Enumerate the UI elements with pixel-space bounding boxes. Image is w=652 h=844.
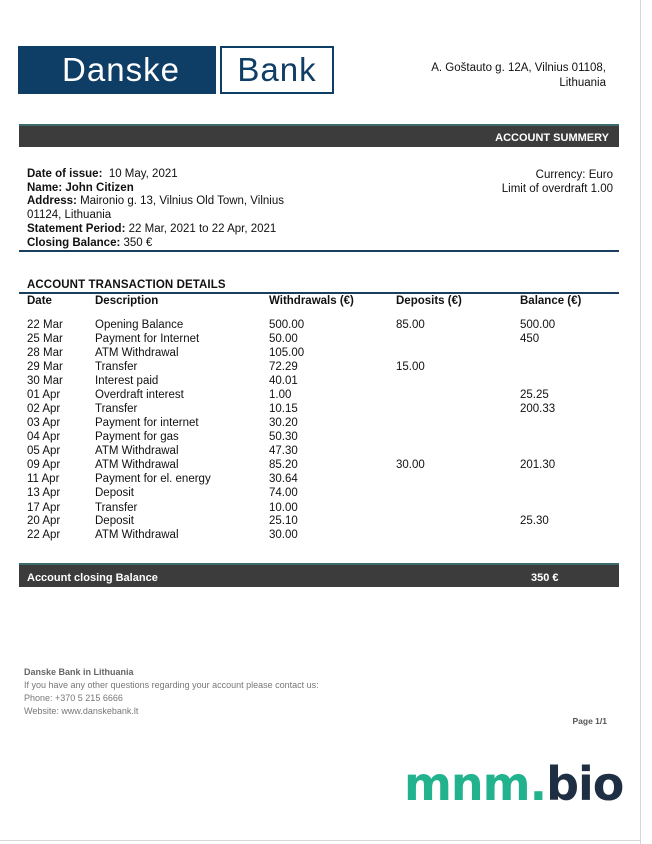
cell-withdrawal: 85.20: [269, 459, 298, 471]
divider: [19, 250, 619, 252]
cell-date: 22 Apr: [27, 529, 61, 541]
date-of-issue: Date of issue: 10 May, 2021: [27, 168, 178, 180]
cell-description: Interest paid: [95, 375, 159, 387]
table-row: [0, 514, 640, 528]
table-row: [0, 444, 640, 458]
table-row: [0, 360, 640, 374]
cell-description: Opening Balance: [95, 319, 184, 331]
page-number: Page 1/1: [572, 716, 607, 726]
cell-date: 11 Apr: [27, 473, 60, 485]
cell-date: 30 Mar: [27, 375, 63, 387]
cell-description: Transfer: [95, 502, 138, 514]
footer-phone: Phone: +370 5 215 6666: [24, 693, 123, 703]
table-row: [0, 528, 640, 542]
table-row: [0, 374, 640, 388]
customer-address: Address: Maironio g. 13, Vilnius Old Town, Vilnius: [27, 195, 284, 208]
account-summary-title: ACCOUNT SUMMERY: [495, 132, 609, 144]
closing-balance-label: Account closing Balance: [27, 572, 158, 584]
cell-description: Payment for Internet: [95, 333, 200, 345]
table-row: [0, 318, 640, 332]
cell-withdrawal: 74.00: [269, 487, 298, 499]
cell-description: ATM Withdrawal: [95, 347, 179, 359]
cell-withdrawal: 30.20: [269, 417, 298, 429]
logo-danske: Danske: [18, 46, 216, 94]
table-row: [0, 416, 640, 430]
cell-description: Deposit: [95, 515, 134, 527]
table-row: [0, 430, 640, 444]
logo-bank: Bank: [220, 46, 334, 94]
page-bottom-edge: [0, 840, 640, 841]
table-row: [0, 486, 640, 500]
cell-date: 20 Apr: [27, 515, 61, 527]
currency-info: [430, 168, 613, 196]
closing-balance-value: 350 €: [531, 572, 559, 584]
table-row: [0, 402, 640, 416]
cell-withdrawal: 50.00: [269, 333, 298, 345]
cell-withdrawal: 10.00: [269, 502, 298, 514]
table-row: [0, 388, 640, 402]
cell-date: 28 Mar: [27, 347, 63, 359]
watermark-part1: mnm.: [404, 757, 547, 811]
table-row: [0, 472, 640, 486]
cell-description: Payment for internet: [95, 417, 199, 429]
closing-balance: Closing Balance: 350 €: [27, 236, 153, 249]
cell-description: Overdraft interest: [95, 389, 184, 401]
cell-date: 25 Mar: [27, 333, 63, 345]
cell-withdrawal: 10.15: [269, 403, 298, 415]
footer: [24, 666, 424, 718]
cell-description: Transfer: [95, 361, 138, 373]
footer-bank-name: Danske Bank in Lithuania: [24, 667, 134, 677]
cell-balance: 201.30: [520, 459, 556, 471]
cell-date: 17 Apr: [27, 502, 61, 514]
cell-description: ATM Withdrawal: [95, 445, 179, 457]
cell-withdrawal: 500.00: [269, 319, 305, 331]
cell-balance: 200.33: [520, 403, 556, 415]
customer-address-cont: 01124, Lithuania: [27, 209, 112, 222]
bank-address-line: A. Goštauto g. 12A, Vilnius 01108,: [431, 62, 606, 74]
header-date: Date: [27, 295, 52, 307]
table-row: [0, 332, 640, 346]
account-summary-bar: [19, 124, 619, 147]
cell-deposit: 30.00: [396, 459, 425, 471]
cell-withdrawal: 50.30: [269, 431, 298, 443]
cell-withdrawal: 25.10: [269, 515, 298, 527]
divider: [19, 292, 619, 294]
cell-date: 22 Mar: [27, 319, 63, 331]
table-row: [0, 346, 640, 360]
cell-date: 03 Apr: [27, 417, 61, 429]
header-withdrawals: Withdrawals (€): [269, 295, 354, 307]
cell-withdrawal: 1.00: [269, 389, 292, 401]
cell-balance: 25.30: [520, 515, 549, 527]
cell-deposit: 85.00: [396, 319, 425, 331]
cell-description: Deposit: [95, 487, 134, 499]
cell-date: 13 Apr: [27, 487, 61, 499]
customer-name: Name: John Citizen: [27, 181, 134, 194]
page-right-edge: [640, 0, 641, 844]
bank-address: [400, 61, 606, 91]
cell-description: Transfer: [95, 403, 138, 415]
transactions-title: ACCOUNT TRANSACTION DETAILS: [27, 279, 226, 291]
header-balance: Balance (€): [520, 295, 582, 307]
table-row: [0, 458, 640, 472]
currency: Currency: Euro: [535, 169, 613, 181]
cell-withdrawal: 40.01: [269, 375, 298, 387]
cell-withdrawal: 30.00: [269, 529, 298, 541]
cell-balance: 500.00: [520, 319, 556, 331]
cell-description: Payment for el. energy: [95, 473, 211, 485]
statement-period: Statement Period: 22 Mar, 2021 to 22 Apr, 2021: [27, 222, 277, 235]
header-description: Description: [95, 295, 159, 307]
cell-date: 05 Apr: [27, 445, 61, 457]
cell-withdrawal: 105.00: [269, 347, 305, 359]
overdraft-limit: Limit of overdraft 1.00: [501, 183, 613, 195]
watermark-part2: bio: [546, 757, 624, 811]
bank-address-line: Lithuania: [559, 77, 606, 89]
cell-description: ATM Withdrawal: [95, 459, 179, 471]
header-deposits: Deposits (€): [396, 295, 462, 307]
cell-balance: 25.25: [520, 389, 549, 401]
cell-date: 02 Apr: [27, 403, 61, 415]
bank-logo: [18, 46, 334, 94]
closing-balance-bar: [19, 563, 619, 587]
cell-withdrawal: 30.64: [269, 473, 298, 485]
customer-details: [27, 168, 327, 250]
cell-deposit: 15.00: [396, 361, 425, 373]
cell-withdrawal: 72.29: [269, 361, 298, 373]
cell-date: 29 Mar: [27, 361, 63, 373]
cell-date: 09 Apr: [27, 459, 61, 471]
cell-date: 04 Apr: [27, 431, 61, 443]
footer-website: Website: www.danskebank.lt: [24, 706, 139, 716]
cell-withdrawal: 47.30: [269, 445, 298, 457]
cell-description: Payment for gas: [95, 431, 179, 443]
cell-balance: 450: [520, 333, 540, 345]
watermark: [404, 756, 623, 812]
cell-description: ATM Withdrawal: [95, 529, 179, 541]
footer-contact-note: If you have any other questions regarding your account please contact us:: [24, 680, 319, 690]
cell-date: 01 Apr: [27, 389, 61, 401]
table-row: [0, 501, 640, 515]
